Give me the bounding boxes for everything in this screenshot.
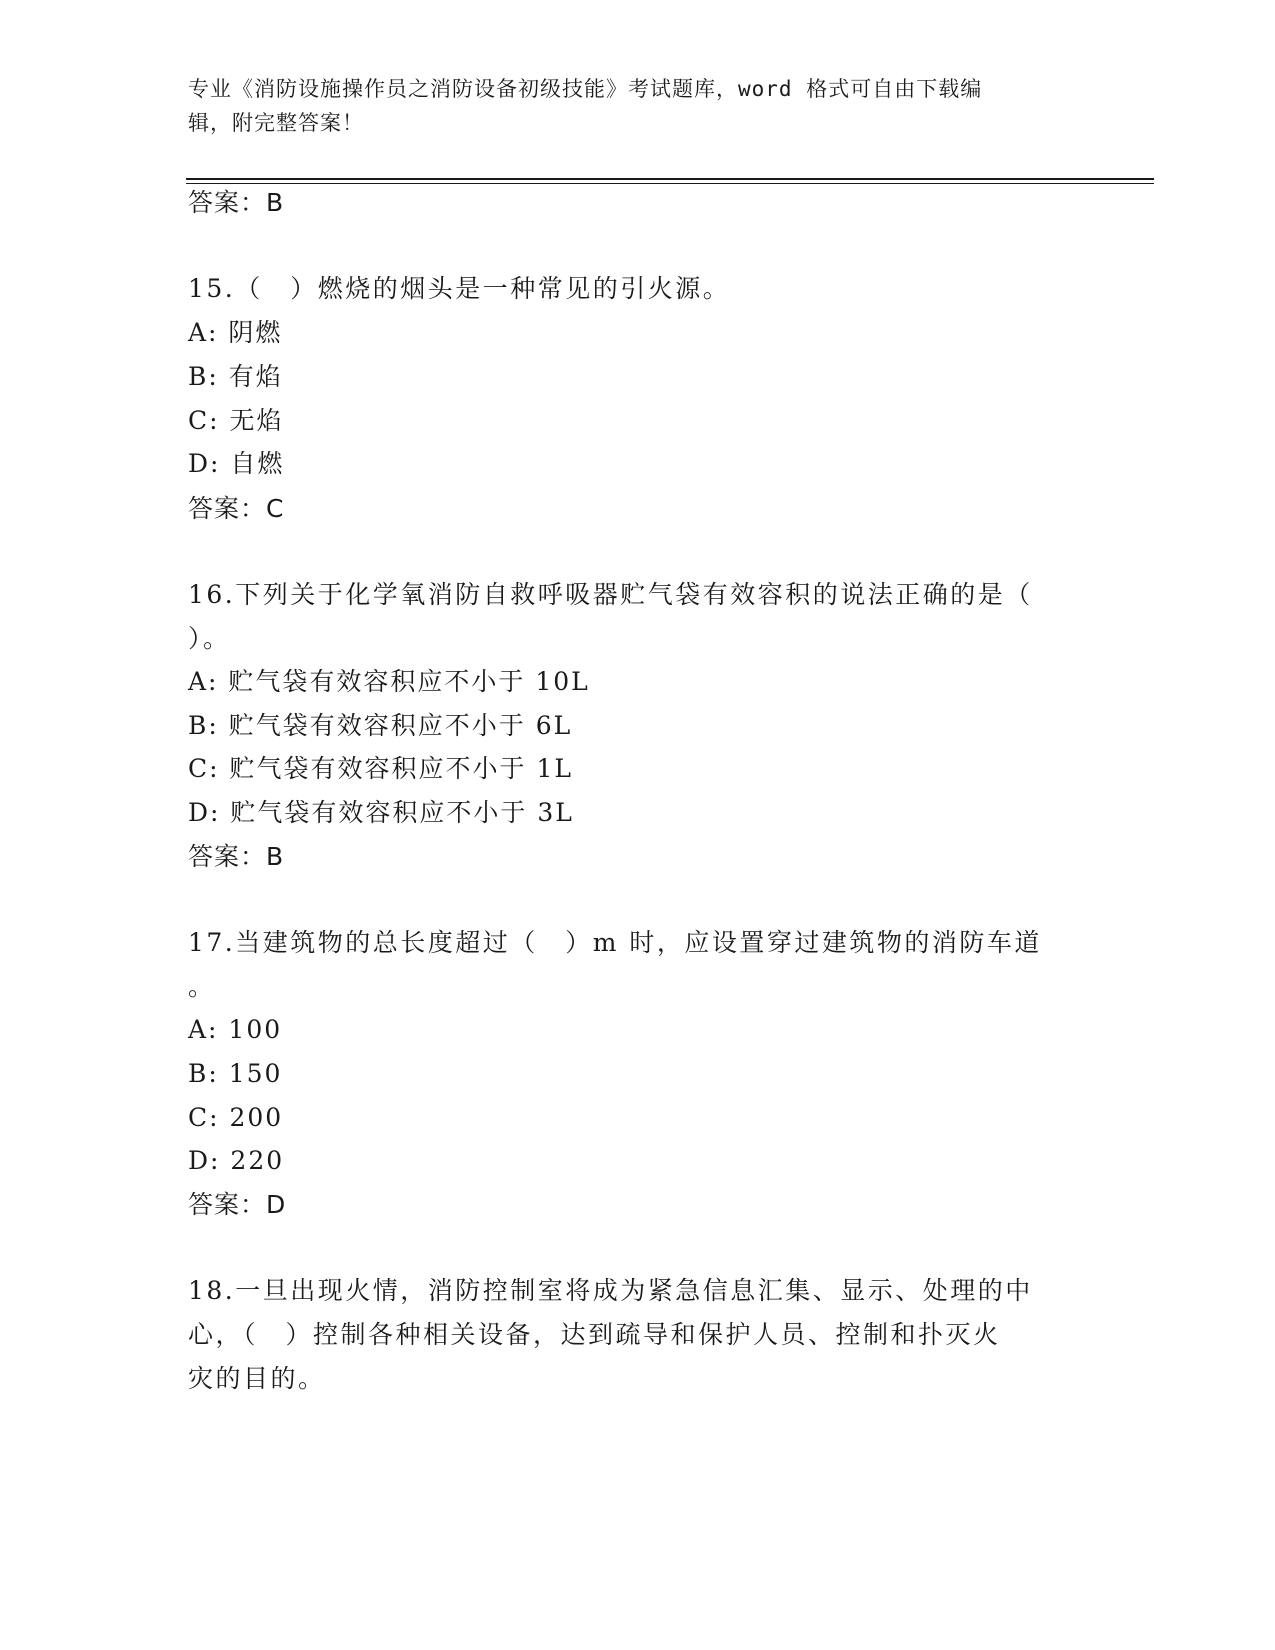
- question-15-option-c: C: 无焰: [188, 406, 284, 435]
- question-17-answer: 答案：D: [188, 1190, 287, 1219]
- question-17-option-d: D: 220: [188, 1146, 285, 1175]
- question-16-option-a: A: 贮气袋有效容积应不小于 10L: [188, 667, 590, 696]
- question-17-text-line-1: 17.当建筑物的总长度超过（ ）m 时，应设置穿过建筑物的消防车道: [188, 928, 1042, 957]
- question-16-option-c: C: 贮气袋有效容积应不小于 1L: [188, 754, 573, 783]
- question-16-text-line-1: 16.下列关于化学氧消防自救呼吸器贮气袋有效容积的说法正确的是（: [188, 580, 1033, 609]
- header-divider-thin: [186, 183, 1154, 184]
- document-header: [188, 72, 1068, 140]
- question-17-text-line-2: 。: [188, 972, 216, 1001]
- question-17-option-c: C: 200: [188, 1103, 284, 1132]
- question-18-text-line-3: 灾的目的。: [188, 1364, 326, 1393]
- question-18-text-line-1: 18.一旦出现火情，消防控制室将成为紧急信息汇集、显示、处理的中: [188, 1276, 1033, 1305]
- question-15-option-b: B: 有焰: [188, 362, 283, 391]
- question-16-text-line-2: ）。: [188, 624, 231, 653]
- question-15-option-a: A: 阴燃: [188, 318, 283, 347]
- question-16-option-d: D: 贮气袋有效容积应不小于 3L: [188, 798, 574, 827]
- question-15-text: 15.（ ）燃烧的烟头是一种常见的引火源。: [188, 274, 731, 303]
- question-17-option-b: B: 150: [188, 1059, 283, 1088]
- header-divider-thick: [186, 178, 1154, 180]
- question-15-answer: 答案：C: [188, 494, 285, 523]
- answer-line: 答案：B: [188, 188, 285, 217]
- question-16-answer: 答案：B: [188, 842, 285, 871]
- header-line-2: 辑，附完整答案！: [188, 111, 364, 135]
- header-line-1: 专业《消防设施操作员之消防设备初级技能》考试题库，word 格式可自由下载编: [188, 77, 983, 101]
- question-17-option-a: A: 100: [188, 1015, 283, 1044]
- question-18-text-line-2: 心，（ ）控制各种相关设备，达到疏导和保护人员、控制和扑灭火: [188, 1320, 1001, 1349]
- question-15-option-d: D: 自燃: [188, 449, 285, 478]
- question-16-option-b: B: 贮气袋有效容积应不小于 6L: [188, 711, 573, 740]
